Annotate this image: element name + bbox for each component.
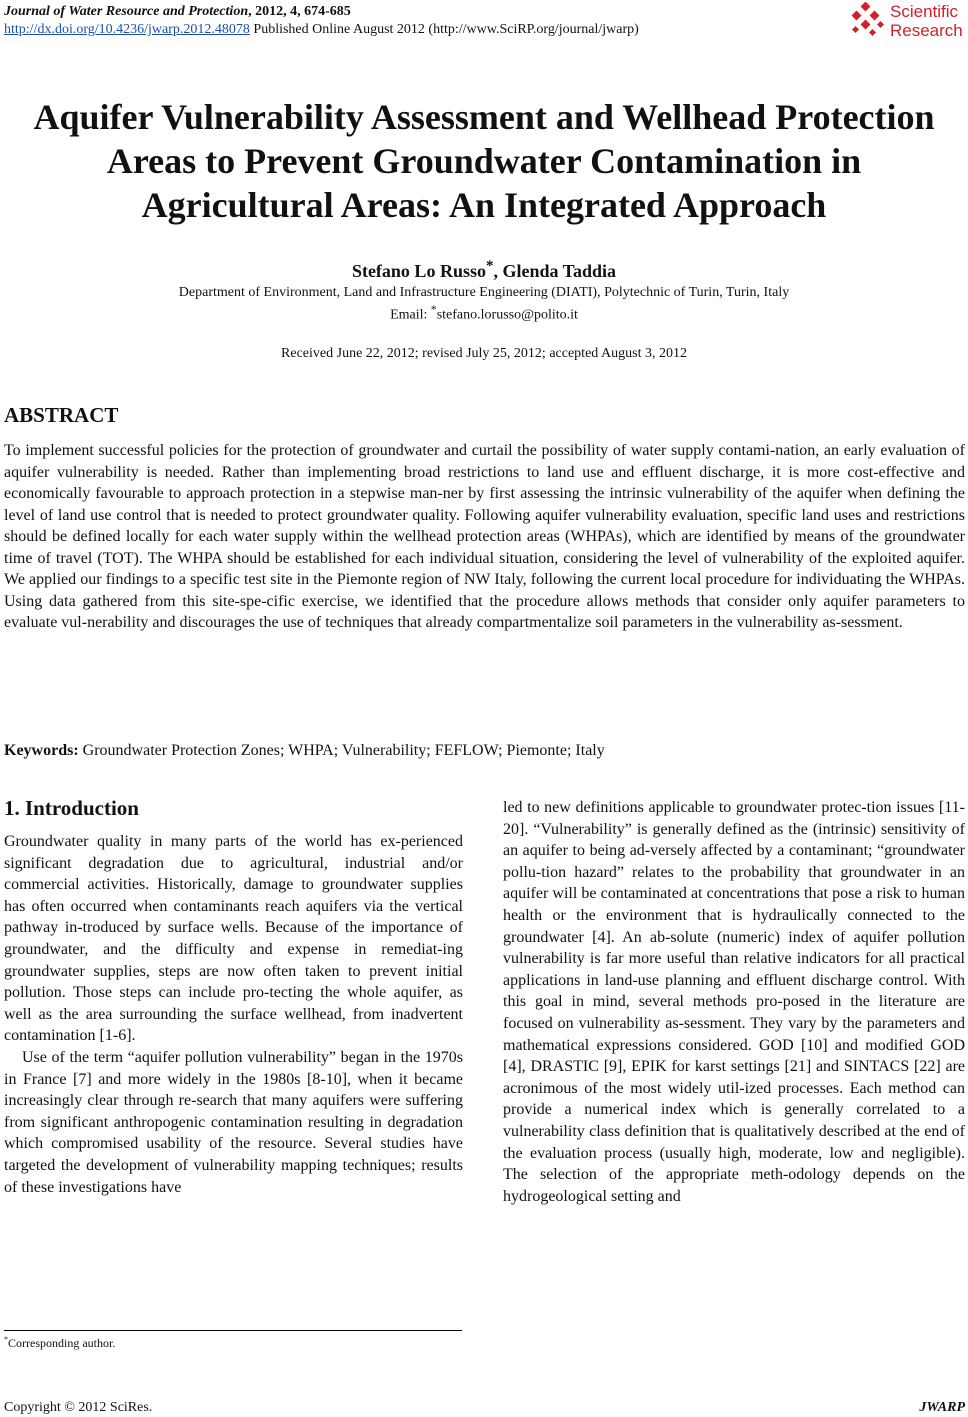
doi-line [4,22,639,38]
abstract-heading: ABSTRACT [4,403,119,427]
doi-link[interactable]: http://dx.doi.org/10.4236/jwarp.2012.48078 [4,22,250,37]
right-column [503,797,965,1207]
paper-title [0,95,968,227]
author-name: , Glenda Taddia [493,261,617,281]
copyright: Copyright © 2012 SciRes. [4,1400,153,1415]
section-heading-introduction: 1. Introduction [4,796,139,820]
email-label: Email: [390,307,431,323]
footnote-divider [4,1330,462,1331]
abstract-text: To implement successful policies for the protection of groundwater and curtail the possibility of water supply contami-nation, an early evaluation of aquifer vulnerability is needed. Rather than implementing broad restrictions to land use and effluent discharge, it is more cost-effective and economically favourable to approach protection in a stepwise man-ner by first assessing the intrinsic vulnerability of the aquifer when defining the level of land use control that is needed to protect groundwater quality. Following aquifer vulnerability evaluation, specific land uses and restrictions should be defined locally for each water supply within the wellhead protection areas (WHPAs), which are identified by means of the groundwater time of travel (TOT). The WHPA should be established for each individual situation, considering the level of vulnerability of the exploited aquifer. We applied our findings to a specific test site in the Piemonte region of NW Italy, following the current local procedure for individuating the WHPAs. Using data gathered from this site-spe-cific exercise, we identified that the procedure allows methods that consider only aquifer parameters to evaluate vul-nerability and discourages the use of techniques that already compartmentalize soil parameters in the vulnerability as-sessment. [4,442,965,631]
affiliation: Department of Environment, Land and Infrastructure Engineering (DIATI), Polytechnic of Turin, Turin, Italy [178,285,790,300]
journal-name: Journal of Water Resource and Protection [4,4,249,19]
email-address[interactable]: stefano.lorusso@polito.it [436,307,578,323]
keywords-list: Groundwater Protection Zones; WHPA; Vulnerability; FEFLOW; Piemonte; Italy [78,742,605,759]
email-line [0,303,968,324]
journal-abbreviation: JWARP [919,1400,965,1415]
keywords-label: Keywords: [4,742,79,759]
email-mark: * [430,303,437,316]
footnote-mark: * [4,1335,8,1344]
title-line: Agricultural Areas: An Integrated Approach [141,185,827,225]
keywords [4,742,964,760]
received-dates: Received June 22, 2012; revised July 25, 2012; accepted August 3, 2012 [281,346,687,361]
paragraph: Groundwater quality in many parts of the world has ex-perienced significant degradation due to agricultural, industrial and/or commercial activities. Historically, damage to groundwater supplies has often occurred when contaminants reach aquifers via the vertical pathway in-troduced by surface wells. Because of the importance of groundwater, and the difficulty and expense in remediat-ing groundwater supplies, steps are now often taken to prevent initial pollution. Those steps can include pro-tecting the whole aquifer, as well as the area surrounding the surface wellhead, from inadvertent contamination [1-6]. [4,833,463,1045]
scirp-logo-icon [850,2,886,38]
paragraph: led to new definitions applicable to groundwater protec-tion issues [11-20]. “Vulnerability” is generally defined as the (intrinsic) sensitivity of an aquifer to being ad-versely affected by a contaminant; “groundwater pollu-tion hazard” relates to the probability that groundwater in an aquifer will be contaminated at concentrations that pose a risk to human health or the environment that is hydraulically connected to the groundwater [4]. An ab-solute (numeric) index of aquifer pollution vulnerability is far more useful than relative indicators for all practical applications in land-use planning and effluent discharge control. With this goal in mind, several methods pro-posed in the literature are focused on vulnerability as-sessment. They vary by the parameters and mathematical expressions considered. GOD [10] and modified GOD [4], DRASTIC [9], EPIK for karst settings [21] and SINTACS [22] are acronimous of the most widely util-ized processes. Each method can provide a numerical index which is generally correlated to a vulnerability class definition that is qualitatively described at the end of the evaluation process (usually high, moderate, low and negligible). The selection of the appropriate meth-odology depends on the hydrogeological setting and [503,799,965,1205]
published-online: Published Online August 2012 (http://www.SciRP.org/journal/jwarp) [249,22,639,37]
author-name: Stefano Lo Russo [351,261,486,281]
publisher-logo [850,2,968,42]
logo-text-scientific: Scientific [890,2,959,21]
corresponding-mark: * [485,258,494,274]
paragraph: Use of the term “aquifer pollution vulnerability” began in the 1970s in France [7] and more widely in the 1980s [8-10], when it became increasingly clear through re-search that many aquifers were suffering from significant anthropogenic contamination resulting in degradation which compromised usability of the resource. Several studies have targeted the development of vulnerability mapping techniques; results of these investigations have [4,1048,463,1196]
footnote [4,1335,115,1351]
logo-text-research: Research [890,21,963,40]
title-line: Aquifer Vulnerability Assessment and Wellhead Protection [33,97,935,137]
title-line: Areas to Prevent Groundwater Contamination in [106,141,862,181]
journal-volume-pages: , 2012, 4, 674-685 [248,4,351,19]
left-column [4,831,463,1198]
footnote-text: Corresponding author. [8,1336,116,1350]
authors [0,258,968,282]
journal-citation [4,4,351,20]
